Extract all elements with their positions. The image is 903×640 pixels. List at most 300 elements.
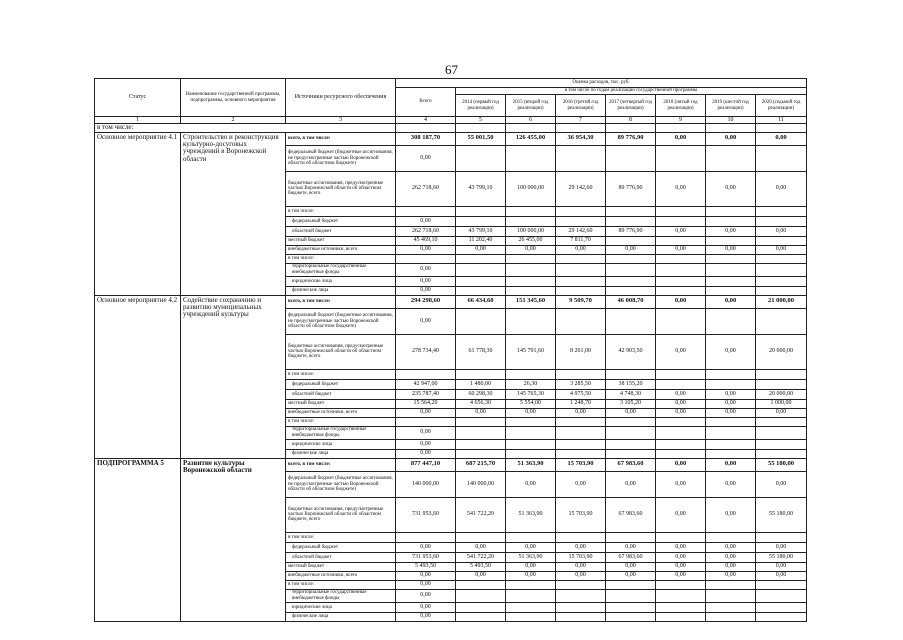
value-cell — [456, 286, 506, 295]
value-cell: 0,00 — [506, 542, 556, 552]
source-cell: бюджетные ассигнования, предусмотренные частью Воронежской области об областном бюджете, всего — [286, 334, 396, 369]
source-cell: бюджетные ассигнования, предусмотренные частью Воронежской области об областном бюджете, всего — [286, 171, 396, 206]
value-cell: 29 142,60 — [556, 171, 606, 206]
value-cell — [606, 612, 656, 621]
value-cell: 0,00 — [556, 245, 606, 254]
value-cell: 0,00 — [556, 471, 606, 497]
value-cell — [506, 532, 556, 542]
value-cell — [756, 449, 807, 458]
source-cell: местный бюджет — [286, 236, 396, 245]
budget-table — [94, 78, 807, 622]
value-cell: 51 363,90 — [506, 458, 556, 471]
intro-label: в том числе: — [95, 124, 396, 132]
value-cell — [706, 589, 756, 602]
row-status: Основное мероприятие 4.2 — [95, 295, 181, 458]
value-cell: 0,00 — [706, 458, 756, 471]
column-number: 9 — [656, 117, 706, 124]
source-cell: территориальные государственные внебюджетные фонды — [286, 589, 396, 602]
value-cell: 0,00 — [756, 245, 807, 254]
value-cell — [506, 612, 556, 621]
value-cell: 0,00 — [606, 408, 656, 417]
value-cell — [556, 532, 606, 542]
value-cell — [706, 580, 756, 589]
source-cell: в том числе: — [286, 254, 396, 263]
value-cell — [456, 449, 506, 458]
value-cell: 0,00 — [706, 562, 756, 571]
value-cell: 0,00 — [396, 216, 456, 226]
value-cell: 15 564,20 — [396, 399, 456, 408]
value-cell: 26,30 — [506, 379, 556, 389]
header-status: Статус — [95, 79, 181, 117]
value-cell — [506, 369, 556, 379]
value-cell: 140 000,00 — [396, 471, 456, 497]
value-cell — [756, 263, 807, 276]
value-cell: 7 811,70 — [556, 236, 606, 245]
value-cell — [756, 216, 807, 226]
table-body — [95, 124, 807, 621]
value-cell — [606, 263, 656, 276]
value-cell: 0,00 — [396, 308, 456, 334]
value-cell: 0,00 — [706, 542, 756, 552]
value-cell — [756, 580, 807, 589]
value-cell: 0,00 — [656, 132, 706, 145]
value-cell: 3 105,20 — [606, 399, 656, 408]
value-cell: 43 799,10 — [456, 226, 506, 236]
value-cell — [606, 589, 656, 602]
column-number: 2 — [181, 117, 286, 124]
value-cell: 60 298,30 — [456, 389, 506, 399]
value-cell — [506, 206, 556, 216]
value-cell — [556, 612, 606, 621]
source-cell: физические лица — [286, 286, 396, 295]
value-cell: 61 778,30 — [456, 334, 506, 369]
value-cell — [706, 612, 756, 621]
header-year: 2014 (первый год реализации) — [456, 95, 506, 117]
value-cell: 877 447,10 — [396, 458, 456, 471]
column-number: 8 — [606, 117, 656, 124]
source-cell: федеральный бюджет — [286, 216, 396, 226]
header-year: 2016 (третий год реализации) — [556, 95, 606, 117]
value-cell — [456, 369, 506, 379]
value-cell: 0,00 — [396, 449, 456, 458]
value-cell — [756, 589, 807, 602]
value-cell: 0,00 — [656, 171, 706, 206]
value-cell: 3 285,50 — [556, 379, 606, 389]
source-cell: областной бюджет — [286, 226, 396, 236]
value-cell: 20 000,00 — [756, 389, 807, 399]
value-cell — [606, 439, 656, 449]
value-cell: 278 734,40 — [396, 334, 456, 369]
value-cell: 0,00 — [456, 571, 506, 580]
value-cell: 0,00 — [756, 471, 807, 497]
value-cell: 4 975,50 — [556, 389, 606, 399]
value-cell: 294 298,60 — [396, 295, 456, 308]
value-cell: 0,00 — [396, 580, 456, 589]
value-cell: 0,00 — [756, 562, 807, 571]
value-cell — [556, 602, 606, 612]
column-number: 7 — [556, 117, 606, 124]
value-cell — [756, 369, 807, 379]
value-cell: 687 215,70 — [456, 458, 506, 471]
value-cell — [706, 308, 756, 334]
value-cell: 0,00 — [606, 562, 656, 571]
value-cell: 0,00 — [396, 602, 456, 612]
value-cell: 0,00 — [756, 542, 807, 552]
value-cell: 151 345,60 — [506, 295, 556, 308]
value-cell: 42 947,00 — [396, 379, 456, 389]
value-cell — [656, 216, 706, 226]
value-cell: 0,00 — [506, 245, 556, 254]
value-cell — [456, 216, 506, 226]
value-cell — [456, 612, 506, 621]
value-cell: 0,00 — [606, 245, 656, 254]
value-cell: 0,00 — [656, 408, 706, 417]
value-cell — [456, 589, 506, 602]
value-cell: 46 008,70 — [606, 295, 656, 308]
value-cell — [706, 276, 756, 286]
value-cell — [756, 439, 807, 449]
value-cell: 4 748,30 — [606, 389, 656, 399]
value-cell: 66 434,60 — [456, 295, 506, 308]
value-cell — [556, 206, 606, 216]
value-cell — [756, 286, 807, 295]
column-number: 10 — [706, 117, 756, 124]
value-cell: 0,00 — [606, 542, 656, 552]
value-cell — [456, 308, 506, 334]
value-cell: 55 180,00 — [756, 458, 807, 471]
source-cell: в том числе: — [286, 206, 396, 216]
value-cell: 20 000,00 — [756, 334, 807, 369]
table-row — [95, 132, 807, 145]
value-cell: 0,00 — [506, 562, 556, 571]
value-cell — [656, 612, 706, 621]
value-cell: 145 791,60 — [506, 334, 556, 369]
value-cell — [756, 308, 807, 334]
value-cell — [556, 417, 606, 426]
value-cell — [706, 216, 756, 226]
value-cell: 262 718,60 — [396, 171, 456, 206]
value-cell — [556, 263, 606, 276]
value-cell — [506, 439, 556, 449]
column-number: 5 — [456, 117, 506, 124]
value-cell — [656, 580, 706, 589]
value-cell: 0,00 — [656, 389, 706, 399]
value-cell — [656, 369, 706, 379]
source-cell: всего, в том числе: — [286, 295, 396, 308]
value-cell — [606, 216, 656, 226]
header-total: Всего — [396, 88, 456, 117]
value-cell: 145 765,30 — [506, 389, 556, 399]
value-cell: 0,00 — [556, 571, 606, 580]
value-cell — [706, 426, 756, 439]
value-cell: 0,00 — [396, 589, 456, 602]
value-cell — [606, 286, 656, 295]
value-cell — [656, 286, 706, 295]
value-cell: 0,00 — [656, 458, 706, 471]
value-cell: 0,00 — [706, 408, 756, 417]
value-cell — [396, 417, 456, 426]
header-year: 2019 (шестой год реализации) — [706, 95, 756, 117]
value-cell: 1 000,00 — [756, 399, 807, 408]
value-cell: 731 953,60 — [396, 497, 456, 532]
value-cell: 1 248,70 — [556, 399, 606, 408]
source-cell: местный бюджет — [286, 562, 396, 571]
value-cell: 11 202,40 — [456, 236, 506, 245]
value-cell — [506, 602, 556, 612]
source-cell: областной бюджет — [286, 389, 396, 399]
value-cell: 731 953,60 — [396, 552, 456, 562]
source-cell: внебюджетные источники, всего — [286, 245, 396, 254]
value-cell: 0,00 — [756, 171, 807, 206]
value-cell — [556, 439, 606, 449]
value-cell — [706, 236, 756, 245]
value-cell — [506, 449, 556, 458]
value-cell: 0,00 — [606, 571, 656, 580]
source-cell: в том числе: — [286, 417, 396, 426]
value-cell: 0,00 — [656, 571, 706, 580]
value-cell: 0,00 — [396, 542, 456, 552]
value-cell — [506, 276, 556, 286]
value-cell — [756, 236, 807, 245]
value-cell — [656, 145, 706, 171]
value-cell: 43 799,10 — [456, 171, 506, 206]
column-number: 3 — [286, 117, 396, 124]
value-cell — [656, 276, 706, 286]
value-cell — [606, 254, 656, 263]
value-cell: 100 000,00 — [506, 226, 556, 236]
value-cell — [556, 449, 606, 458]
value-cell — [756, 379, 807, 389]
value-cell — [396, 532, 456, 542]
header-estimate: Оценка расходов, тыс. руб. — [396, 79, 807, 88]
value-cell: 0,00 — [706, 552, 756, 562]
value-cell: 0,00 — [706, 245, 756, 254]
source-cell: юридические лица — [286, 602, 396, 612]
value-cell — [606, 417, 656, 426]
value-cell — [456, 263, 506, 276]
value-cell — [656, 417, 706, 426]
value-cell — [606, 206, 656, 216]
value-cell — [706, 417, 756, 426]
value-cell — [556, 369, 606, 379]
value-cell: 0,00 — [706, 471, 756, 497]
source-cell: в том числе: — [286, 532, 396, 542]
value-cell — [396, 369, 456, 379]
value-cell — [556, 276, 606, 286]
source-cell: федеральный бюджет (бюджетные ассигнования, не предусмотренные частью Воронежской области об областном бюджете) — [286, 308, 396, 334]
value-cell — [656, 206, 706, 216]
value-cell: 100 000,00 — [506, 171, 556, 206]
value-cell: 9 509,70 — [556, 295, 606, 308]
header-by-year: в том числе по годам реализации государственной программы — [456, 88, 807, 95]
value-cell: 262 718,60 — [396, 226, 456, 236]
column-number: 4 — [396, 117, 456, 124]
value-cell: 5 554,00 — [506, 399, 556, 408]
value-cell: 0,00 — [656, 552, 706, 562]
value-cell — [706, 449, 756, 458]
column-number: 6 — [506, 117, 556, 124]
value-cell — [656, 308, 706, 334]
value-cell: 55 180,00 — [756, 497, 807, 532]
value-cell — [606, 426, 656, 439]
value-cell — [756, 276, 807, 286]
value-cell: 26 455,00 — [506, 236, 556, 245]
source-cell: территориальные государственные внебюджетные фонды — [286, 263, 396, 276]
value-cell — [606, 308, 656, 334]
source-cell: юридические лица — [286, 439, 396, 449]
value-cell: 55 001,50 — [456, 132, 506, 145]
value-cell: 0,00 — [506, 471, 556, 497]
value-cell — [456, 532, 506, 542]
value-cell: 308 187,70 — [396, 132, 456, 145]
value-cell — [506, 426, 556, 439]
value-cell: 0,00 — [656, 471, 706, 497]
value-cell — [556, 145, 606, 171]
value-cell: 0,00 — [396, 245, 456, 254]
row-name: Содействие сохранению и развитию муниципальных учреждений культуры — [181, 295, 286, 458]
value-cell: 0,00 — [556, 562, 606, 571]
source-cell: всего, в том числе: — [286, 132, 396, 145]
value-cell — [556, 426, 606, 439]
value-cell: 29 142,60 — [556, 226, 606, 236]
value-cell: 0,00 — [456, 542, 506, 552]
value-cell: 0,00 — [656, 226, 706, 236]
value-cell: 15 703,90 — [556, 458, 606, 471]
value-cell: 0,00 — [556, 408, 606, 417]
value-cell — [706, 145, 756, 171]
value-cell — [506, 254, 556, 263]
value-cell: 51 363,90 — [506, 497, 556, 532]
value-cell — [506, 589, 556, 602]
source-cell: в том числе: — [286, 580, 396, 589]
value-cell — [706, 206, 756, 216]
value-cell: 15 703,90 — [556, 552, 606, 562]
value-cell: 89 776,90 — [606, 132, 656, 145]
value-cell — [456, 426, 506, 439]
value-cell — [396, 206, 456, 216]
value-cell: 67 983,60 — [606, 552, 656, 562]
value-cell — [456, 145, 506, 171]
header-year: 2017 (четвертый год реализации) — [606, 95, 656, 117]
source-cell: в том числе: — [286, 369, 396, 379]
value-cell — [656, 439, 706, 449]
value-cell — [756, 145, 807, 171]
value-cell: 0,00 — [756, 132, 807, 145]
column-number: 1 — [95, 117, 181, 124]
value-cell: 0,00 — [396, 439, 456, 449]
header-name: Наименование государственной программы, подпрограммы, основного мероприятия — [181, 79, 286, 117]
value-cell: 51 363,90 — [506, 552, 556, 562]
value-cell: 1 480,00 — [456, 379, 506, 389]
value-cell: 0,00 — [456, 408, 506, 417]
value-cell — [656, 236, 706, 245]
value-cell: 21 000,00 — [756, 295, 807, 308]
value-cell — [606, 369, 656, 379]
value-cell — [656, 532, 706, 542]
value-cell: 0,00 — [706, 399, 756, 408]
value-cell — [556, 589, 606, 602]
value-cell — [556, 580, 606, 589]
page-number: 67 — [445, 62, 458, 77]
value-cell: 0,00 — [656, 562, 706, 571]
value-cell: 36 954,30 — [556, 132, 606, 145]
source-cell: всего, в том числе: — [286, 458, 396, 471]
value-cell: 0,00 — [756, 226, 807, 236]
value-cell — [606, 532, 656, 542]
value-cell: 0,00 — [456, 245, 506, 254]
source-cell: физические лица — [286, 612, 396, 621]
value-cell — [656, 449, 706, 458]
value-cell — [756, 426, 807, 439]
value-cell — [606, 449, 656, 458]
value-cell: 5 493,50 — [396, 562, 456, 571]
value-cell — [706, 532, 756, 542]
source-cell: внебюджетные источники, всего — [286, 408, 396, 417]
value-cell — [556, 286, 606, 295]
row-name: Развитие культуры Воронежской области — [181, 458, 286, 621]
value-cell: 0,00 — [396, 612, 456, 621]
value-cell: 89 776,90 — [606, 171, 656, 206]
value-cell — [606, 602, 656, 612]
source-cell: территориальные государственные внебюджетные фонды — [286, 426, 396, 439]
value-cell: 0,00 — [706, 226, 756, 236]
value-cell: 0,00 — [656, 295, 706, 308]
value-cell — [756, 612, 807, 621]
source-cell: областной бюджет — [286, 552, 396, 562]
value-cell: 541 722,20 — [456, 552, 506, 562]
value-cell — [456, 580, 506, 589]
value-cell — [706, 602, 756, 612]
source-cell: местный бюджет — [286, 399, 396, 408]
value-cell: 4 656,30 — [456, 399, 506, 408]
value-cell: 0,00 — [396, 276, 456, 286]
value-cell: 0,00 — [706, 295, 756, 308]
value-cell: 67 983,60 — [606, 458, 656, 471]
value-cell: 0,00 — [706, 389, 756, 399]
value-cell: 0,00 — [506, 408, 556, 417]
value-cell — [606, 145, 656, 171]
value-cell: 8 261,00 — [556, 334, 606, 369]
table-row — [95, 458, 807, 471]
value-cell — [456, 417, 506, 426]
value-cell — [656, 254, 706, 263]
value-cell: 42 903,50 — [606, 334, 656, 369]
value-cell — [656, 426, 706, 439]
value-cell — [756, 254, 807, 263]
value-cell — [506, 308, 556, 334]
value-cell: 0,00 — [556, 542, 606, 552]
value-cell: 541 722,20 — [456, 497, 506, 532]
value-cell — [756, 417, 807, 426]
source-cell: федеральный бюджет — [286, 379, 396, 389]
row-status: Основное мероприятие 4.1 — [95, 132, 181, 295]
source-cell: внебюджетные источники, всего — [286, 571, 396, 580]
value-cell — [606, 276, 656, 286]
value-cell — [706, 286, 756, 295]
value-cell — [506, 263, 556, 276]
value-cell: 0,00 — [706, 132, 756, 145]
value-cell: 0,00 — [396, 408, 456, 417]
value-cell: 235 787,40 — [396, 389, 456, 399]
header-year: 2018 (пятый год реализации) — [656, 95, 706, 117]
value-cell — [656, 379, 706, 389]
value-cell — [756, 206, 807, 216]
header-year: 2015 (второй год реализации) — [506, 95, 556, 117]
value-cell — [606, 580, 656, 589]
value-cell: 0,00 — [706, 171, 756, 206]
value-cell — [456, 602, 506, 612]
value-cell — [456, 254, 506, 263]
